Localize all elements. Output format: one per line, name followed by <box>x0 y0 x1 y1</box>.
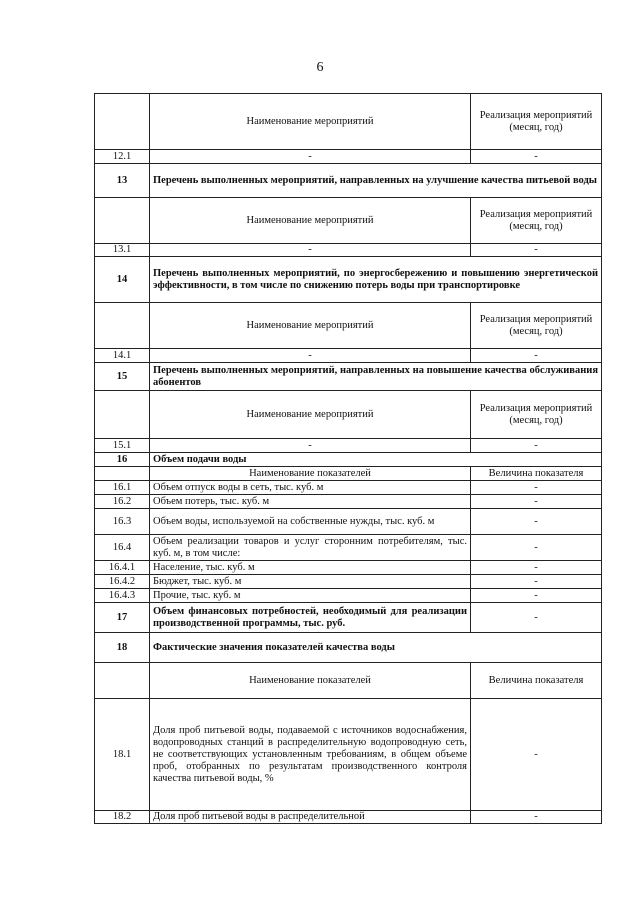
row-number: 18.2 <box>95 811 150 824</box>
table-row <box>95 150 602 164</box>
row-number: 17 <box>95 603 150 633</box>
section-row <box>95 164 602 198</box>
column-header-name: Наименование показателей <box>150 663 471 699</box>
row-value: - <box>471 439 602 453</box>
header-row <box>95 94 602 150</box>
row-value: - <box>471 811 602 824</box>
production-program-table <box>94 93 602 824</box>
row-value: - <box>471 509 602 535</box>
header-row <box>95 467 602 481</box>
row-name: Объем воды, используемой на собственные нужды, тыс. куб. м <box>150 509 471 535</box>
row-value: - <box>471 150 602 164</box>
row-name: Объем реализации товаров и услуг сторонним потребителям, тыс. куб. м, в том числе: <box>150 535 471 561</box>
number-cell-empty <box>95 303 150 349</box>
row-name: Прочие, тыс. куб. м <box>150 589 471 603</box>
header-row <box>95 303 602 349</box>
row-name: Доля проб питьевой воды в распределительной <box>150 811 471 824</box>
row-name: Бюджет, тыс. куб. м <box>150 575 471 589</box>
header-row <box>95 663 602 699</box>
table-row <box>95 603 602 633</box>
column-header-name: Наименование мероприятий <box>150 303 471 349</box>
column-header-value: Реализация мероприятий (месяц, год) <box>471 303 602 349</box>
table-row <box>95 699 602 811</box>
row-number: 15.1 <box>95 439 150 453</box>
row-name: Объем отпуск воды в сеть, тыс. куб. м <box>150 481 471 495</box>
header-row <box>95 391 602 439</box>
row-value: - <box>471 481 602 495</box>
section-title: Объем подачи воды <box>150 453 602 467</box>
section-row <box>95 633 602 663</box>
row-number: 16.4 <box>95 535 150 561</box>
column-header-name: Наименование показателей <box>150 467 471 481</box>
section-row <box>95 257 602 303</box>
column-header-name: Наименование мероприятий <box>150 94 471 150</box>
number-cell-empty <box>95 391 150 439</box>
row-number: 16.3 <box>95 509 150 535</box>
row-number: 16.4.2 <box>95 575 150 589</box>
row-value: - <box>471 561 602 575</box>
section-title: Перечень выполненных мероприятий, по энергосбережению и повышению энергетической эффективности, в том числе по снижению потерь воды при транспортировке <box>150 257 602 303</box>
table-row <box>95 589 602 603</box>
table-row <box>95 509 602 535</box>
row-name: Доля проб питьевой воды, подаваемой с источников водоснабжения, водопроводных станций в распределительную водопроводную сеть, не соответствующих установленным требованиям, в общем объеме проб, отобранных по результатам производственного контроля качества питьевой воды, % <box>150 699 471 811</box>
section-title: Перечень выполненных мероприятий, направленных на улучшение качества питьевой воды <box>150 164 602 198</box>
table-row <box>95 244 602 257</box>
column-header-value: Реализация мероприятий (месяц, год) <box>471 391 602 439</box>
table-row <box>95 495 602 509</box>
row-value: - <box>471 603 602 633</box>
row-number: 16.1 <box>95 481 150 495</box>
section-row <box>95 453 602 467</box>
header-row <box>95 198 602 244</box>
column-header-name: Наименование мероприятий <box>150 198 471 244</box>
number-cell-empty <box>95 467 150 481</box>
row-name: Объем потерь, тыс. куб. м <box>150 495 471 509</box>
section-row <box>95 363 602 391</box>
table-row <box>95 811 602 824</box>
row-name: Объем финансовых потребностей, необходимый для реализации производственной программы, тыс. руб. <box>150 603 471 633</box>
row-value: - <box>471 699 602 811</box>
table-row <box>95 439 602 453</box>
row-value: - <box>471 589 602 603</box>
column-header-value: Величина показателя <box>471 467 602 481</box>
page-number: 6 <box>316 60 324 75</box>
row-value: - <box>471 535 602 561</box>
row-number: 16 <box>95 453 150 467</box>
row-value: - <box>471 495 602 509</box>
table-row <box>95 535 602 561</box>
number-cell-empty <box>95 94 150 150</box>
row-value: - <box>471 349 602 363</box>
table-row <box>95 481 602 495</box>
row-name: - <box>150 439 471 453</box>
table-row <box>95 561 602 575</box>
number-cell-empty <box>95 663 150 699</box>
row-number: 16.2 <box>95 495 150 509</box>
row-name: Население, тыс. куб. м <box>150 561 471 575</box>
row-number: 15 <box>95 363 150 391</box>
row-number: 16.4.3 <box>95 589 150 603</box>
section-title: Фактические значения показателей качества воды <box>150 633 602 663</box>
column-header-value: Величина показателя <box>471 663 602 699</box>
row-number: 14.1 <box>95 349 150 363</box>
row-number: 16.4.1 <box>95 561 150 575</box>
section-title: Перечень выполненных мероприятий, направленных на повышение качества обслуживания абонентов <box>150 363 602 391</box>
column-header-value: Реализация мероприятий (месяц, год) <box>471 94 602 150</box>
row-number: 18.1 <box>95 699 150 811</box>
row-value: - <box>471 575 602 589</box>
table-row <box>95 575 602 589</box>
row-value: - <box>471 244 602 257</box>
table-row <box>95 349 602 363</box>
number-cell-empty <box>95 198 150 244</box>
row-number: 13.1 <box>95 244 150 257</box>
row-number: 12.1 <box>95 150 150 164</box>
row-number: 18 <box>95 633 150 663</box>
row-number: 14 <box>95 257 150 303</box>
row-number: 13 <box>95 164 150 198</box>
row-name: - <box>150 150 471 164</box>
column-header-value: Реализация мероприятий (месяц, год) <box>471 198 602 244</box>
column-header-name: Наименование мероприятий <box>150 391 471 439</box>
row-name: - <box>150 244 471 257</box>
row-name: - <box>150 349 471 363</box>
